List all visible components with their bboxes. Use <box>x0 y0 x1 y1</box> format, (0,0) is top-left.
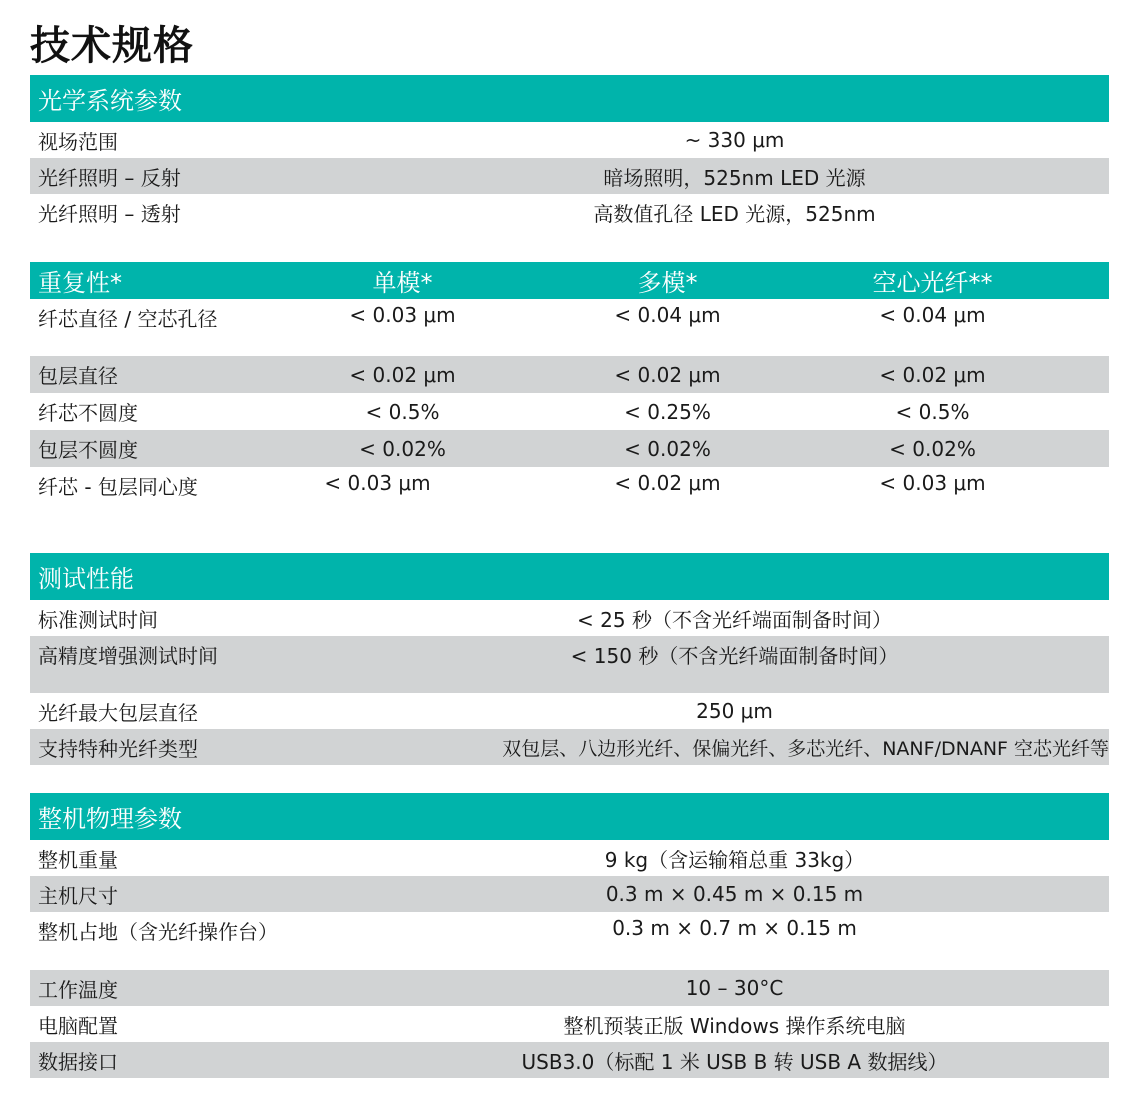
optical-header-label: 光学系统参数 <box>38 87 182 115</box>
table-row <box>30 876 1109 912</box>
physical-header <box>30 793 1109 840</box>
cell-value: < 0.04 μm <box>879 303 986 327</box>
row-value: 暗场照明，525nm LED 光源 <box>603 165 866 190</box>
row-value: 0.3 m × 0.7 m × 0.15 m <box>612 916 857 940</box>
row-value: 10 – 30°C <box>685 976 784 1000</box>
row-value: 0.3 m × 0.45 m × 0.15 m <box>605 882 864 906</box>
row-value: 高数值孔径 LED 光源，525nm <box>593 201 876 226</box>
table-row <box>30 600 1109 636</box>
row-value: USB3.0（标配 1 米 USB B 转 USB A 数据线） <box>521 1049 948 1074</box>
row-value: < 25 秒（不含光纤端面制备时间） <box>577 607 892 632</box>
cell-value: < 0.5% <box>895 399 970 424</box>
row-label: 工作温度 <box>38 977 118 1002</box>
table-row <box>30 158 1109 194</box>
row-label: 高精度增强测试时间 <box>38 644 218 668</box>
cell-value: < 0.02% <box>624 436 711 461</box>
table-row <box>30 299 1109 356</box>
table-row <box>30 467 1109 527</box>
cell-value: < 0.03 μm <box>879 471 986 495</box>
row-label: 包层不圆度 <box>38 438 138 462</box>
row-value: ~ 330 μm <box>684 128 785 152</box>
table-row <box>30 356 1109 393</box>
table-row <box>30 970 1109 1006</box>
row-label: 整机重量 <box>38 847 118 872</box>
cell-value: < 0.03 μm <box>324 471 431 495</box>
col-header-singlemode: 单模* <box>372 269 433 297</box>
table-row <box>30 912 1109 970</box>
cell-value: < 0.02 μm <box>879 362 986 387</box>
repeat-header-label: 重复性* <box>38 269 122 297</box>
test-header <box>30 553 1109 600</box>
table-row <box>30 122 1109 158</box>
cell-value: < 0.04 μm <box>614 303 721 327</box>
row-label: 支持特种光纤类型 <box>38 736 198 761</box>
table-row <box>30 393 1109 430</box>
row-value: 双包层、八边形光纤、保偏光纤、多芯光纤、NANF/DNANF 空芯光纤等 <box>502 737 1109 760</box>
cell-value: < 0.03 μm <box>349 303 456 327</box>
cell-value: < 0.02% <box>889 436 976 461</box>
row-value: 9 kg（含运输箱总重 33kg） <box>604 847 865 872</box>
row-value: 250 μm <box>696 699 773 723</box>
page-title: 技术规格 <box>30 23 194 69</box>
row-label: 光纤最大包层直径 <box>38 700 198 725</box>
row-label: 纤芯直径 / 空芯孔径 <box>38 307 218 331</box>
row-label: 电脑配置 <box>38 1013 118 1038</box>
table-row <box>30 194 1109 230</box>
test-section <box>30 553 1109 765</box>
row-label: 视场范围 <box>38 129 118 154</box>
physical-header-label: 整机物理参数 <box>38 805 182 833</box>
optical-section <box>30 75 1109 230</box>
table-row <box>30 840 1109 876</box>
row-label: 标准测试时间 <box>38 607 158 632</box>
cell-value: < 0.02 μm <box>614 362 721 387</box>
table-row <box>30 430 1109 467</box>
test-header-label: 测试性能 <box>38 565 134 593</box>
cell-value: < 0.02 μm <box>614 471 721 495</box>
table-row <box>30 729 1109 765</box>
col-header-hollowcore: 空心光纤** <box>872 269 993 297</box>
row-value: 整机预装正版 Windows 操作系统电脑 <box>563 1013 906 1038</box>
table-row <box>30 693 1109 729</box>
row-label: 主机尺寸 <box>38 883 118 908</box>
repeat-header <box>30 262 1109 299</box>
row-label: 光纤照明 – 反射 <box>38 165 181 190</box>
row-label: 包层直径 <box>38 364 118 388</box>
col-header-multimode: 多模* <box>637 269 698 297</box>
table-row <box>30 636 1109 693</box>
row-label: 数据接口 <box>38 1049 118 1074</box>
optical-header <box>30 75 1109 122</box>
cell-value: < 0.25% <box>624 399 711 424</box>
row-label: 整机占地（含光纤操作台） <box>38 920 278 944</box>
cell-value: < 0.02% <box>359 436 446 461</box>
row-label: 光纤照明 – 透射 <box>38 201 181 226</box>
row-label: 纤芯 - 包层同心度 <box>38 475 198 499</box>
table-row <box>30 1006 1109 1042</box>
repeat-section <box>30 262 1109 527</box>
row-label: 纤芯不圆度 <box>38 401 138 425</box>
table-row <box>30 1042 1109 1078</box>
cell-value: < 0.02 μm <box>349 362 456 387</box>
cell-value: < 0.5% <box>365 399 440 424</box>
physical-section <box>30 793 1109 1078</box>
row-value: < 150 秒（不含光纤端面制备时间） <box>570 644 899 668</box>
